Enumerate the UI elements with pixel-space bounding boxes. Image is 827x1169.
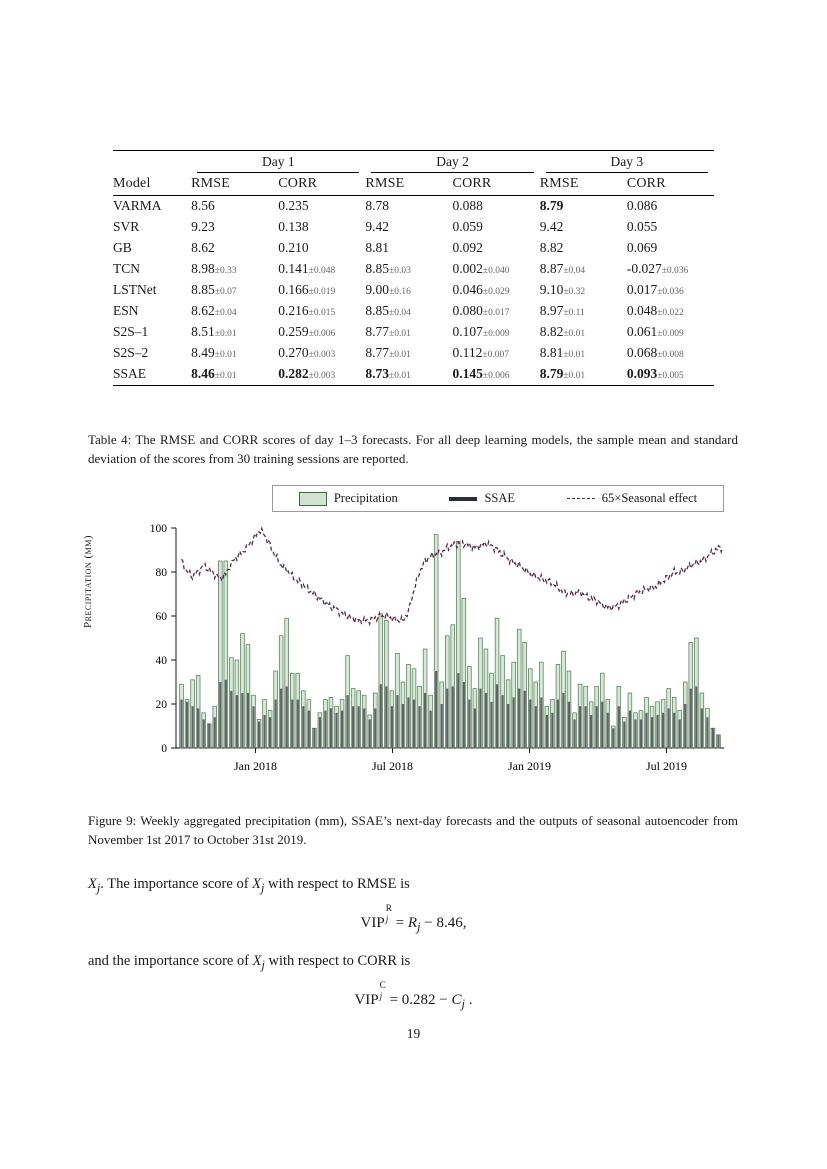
table-cell-c-corr2: 0.107±0.009 (452, 324, 510, 339)
table-cell-model: ESN (113, 303, 139, 318)
table-cell-c-rmse3: 9.42 (539, 219, 564, 234)
column-header-rmse-day2: RMSE (365, 174, 452, 196)
table-row (113, 238, 714, 259)
table-cell-c-rmse2: 9.42 (365, 219, 390, 234)
column-header-rmse-day1: RMSE (191, 174, 278, 196)
line-swatch-icon (449, 497, 477, 501)
seasonal-effect-line (182, 528, 723, 624)
equation-vip-rmse (0, 904, 827, 935)
group-header-blank (113, 151, 191, 174)
table-caption: Table 4: The RMSE and CORR scores of day 1–3 forecasts. For all deep learning models, the sample mean and standard deviation of the scores from 30 training sessions are reported. (88, 432, 738, 466)
page-number: 19 (406, 1026, 421, 1041)
table-row (113, 259, 714, 280)
table-cell-c-corr3: 0.086 (627, 195, 714, 217)
table-cell-model: S2S–2 (113, 345, 149, 360)
legend-item-precipitation (295, 491, 402, 506)
table-cell-c-rmse2: 8.78 (365, 195, 452, 217)
figure-caption: Figure 9: Weekly aggregated precipitation (mm), SSAE’s next-day forecasts and the outputs of seasonal autoencoder from November 1st 2017 to October 31st 2019. (88, 813, 738, 847)
precipitation-chart (88, 520, 738, 790)
table-row (113, 301, 714, 322)
table-cell-model: GB (113, 240, 132, 255)
table-cell-c-corr3: 0.048±0.022 (626, 303, 684, 318)
table-cell-c-corr3: 0.093±0.005 (627, 364, 714, 386)
chart-plot-area (82, 520, 738, 790)
bar-swatch-icon (299, 492, 327, 506)
table-cell-c-corr3: -0.027±0.036 (626, 261, 689, 276)
table-cell-c-rmse2: 8.77±0.01 (365, 345, 411, 360)
group-header-day3: Day 3 (540, 151, 714, 174)
svg-text:60: 60 (155, 611, 167, 623)
table-cell-c-corr2: 0.112±0.007 (452, 345, 510, 360)
table-cell-model: S2S–1 (113, 324, 149, 339)
table-cell-c-rmse3: 8.87±0.04 (539, 261, 586, 276)
table-group-header-row (113, 151, 714, 174)
table-row (113, 217, 714, 238)
table-cell-c-corr2: 0.145±0.006 (453, 364, 540, 386)
column-header-corr-day2: CORR (453, 174, 540, 196)
svg-text:20: 20 (155, 699, 167, 711)
svg-text:100: 100 (149, 523, 167, 535)
table-cell-c-rmse2: 9.00±0.16 (365, 282, 411, 297)
dashed-line-swatch-icon (567, 498, 595, 499)
table-cell-c-rmse2: 8.85±0.04 (365, 303, 411, 318)
table-cell-c-rmse3: 8.79 (540, 195, 627, 217)
chart-legend (272, 485, 724, 512)
table-cell-c-corr3: 0.061±0.009 (626, 324, 684, 339)
table-cell-c-rmse1: 8.49±0.01 (191, 345, 237, 360)
table-cell-c-corr2: 0.059 (452, 219, 483, 234)
table-cell-c-rmse3: 8.79±0.01 (540, 364, 627, 386)
table-cell-c-rmse2: 8.85±0.03 (365, 261, 411, 276)
table-cell-model: SSAE (113, 364, 191, 386)
table-cell-c-rmse2: 8.73±0.01 (365, 364, 452, 386)
group-header-day1: Day 1 (191, 151, 365, 174)
table-cell-c-corr1: 0.166±0.019 (278, 282, 336, 297)
y-axis-ticks (150, 523, 176, 755)
column-header-corr-day1: CORR (278, 174, 365, 196)
table-cell-model: SVR (113, 219, 140, 234)
results-table (113, 150, 714, 386)
paragraph-importance-rmse: $X_j$. The importance score of $X_j$ with respect to RMSE is (88, 876, 410, 895)
table-cell-c-rmse3: 8.82±0.01 (539, 324, 586, 339)
table-cell-c-corr1: 0.282±0.003 (278, 364, 365, 386)
table-cell-c-corr1: 0.216±0.015 (278, 303, 336, 318)
table-cell-model: TCN (113, 261, 140, 276)
table-column-header-row (113, 174, 714, 196)
equation-vip-corr (0, 981, 827, 1012)
table-cell-c-corr1: 0.138 (278, 219, 309, 234)
table-cell-model: VARMA (113, 195, 191, 217)
table-cell-c-corr2: 0.080±0.017 (452, 303, 510, 318)
group-header-day2: Day 2 (365, 151, 539, 174)
svg-text:Jul 2018: Jul 2018 (371, 759, 413, 773)
legend-item-seasonal (563, 491, 701, 506)
y-axis-label: Precipitation (mm) (82, 535, 94, 628)
math-var-xj: $X_j$ (88, 876, 101, 895)
table-cell-c-rmse2: 8.77±0.01 (365, 324, 411, 339)
table-cell-c-rmse3: 9.10±0.32 (539, 282, 586, 297)
table-cell-c-rmse2: 8.81 (365, 240, 390, 255)
table-cell-c-corr3: 0.069 (626, 240, 658, 255)
table-cell-c-corr1: 0.270±0.003 (278, 345, 336, 360)
math-var-xj-2: $X_j$ (252, 876, 265, 895)
legend-label-precipitation: Precipitation (333, 491, 398, 505)
table-cell-c-corr1: 0.259±0.006 (278, 324, 336, 339)
table-cell-c-corr3: 0.055 (626, 219, 658, 234)
table-cell-c-corr1: 0.141±0.048 (278, 261, 336, 276)
table-cell-c-corr2: 0.088 (453, 195, 540, 217)
svg-text:Jan 2019: Jan 2019 (507, 759, 551, 773)
table-cell-c-rmse3: 8.82 (539, 240, 564, 255)
svg-text:0: 0 (161, 743, 167, 755)
equation-vip-rmse-content: VIP R j = $R_j - 8.46$, (360, 904, 467, 934)
paragraph-importance-corr: and the importance score of $X_j$ with respect to CORR is (88, 953, 411, 972)
table-cell-c-rmse1: 8.51±0.01 (191, 324, 237, 339)
table-cell-c-corr1: 0.235 (278, 195, 365, 217)
table-cell-c-corr3: 0.068±0.008 (626, 345, 684, 360)
table-row (113, 322, 714, 343)
legend-label-seasonal: 65×Seasonal effect (601, 491, 698, 505)
svg-text:40: 40 (155, 655, 167, 667)
x-axis-ticks (234, 748, 687, 773)
table-cell-c-corr2: 0.002±0.040 (452, 261, 510, 276)
table-cell-c-corr2: 0.092 (452, 240, 483, 255)
table-cell-c-corr2: 0.046±0.029 (452, 282, 510, 297)
equation-vip-corr-content: VIP C j = $0.282 - C_j$ . (354, 981, 473, 1011)
table-row (113, 343, 714, 364)
table-cell-c-rmse1: 8.46±0.01 (191, 364, 278, 386)
results-table-container (113, 150, 714, 386)
table-row (113, 280, 714, 301)
column-header-corr-day3: CORR (627, 174, 714, 196)
table-cell-c-corr3: 0.017±0.036 (626, 282, 684, 297)
table-cell-c-rmse3: 8.81±0.01 (539, 345, 586, 360)
table-cell-c-corr1: 0.210 (278, 240, 309, 255)
ssae-forecast-bars (180, 671, 719, 748)
legend-item-ssae (445, 491, 519, 506)
svg-text:Jul 2019: Jul 2019 (645, 759, 687, 773)
table-cell-model: LSTNet (113, 282, 157, 297)
table-row (113, 364, 714, 386)
table-cell-c-rmse1: 8.62±0.04 (191, 303, 237, 318)
table-cell-c-rmse1: 8.62 (191, 240, 215, 255)
svg-text:Jan 2018: Jan 2018 (233, 759, 277, 773)
table-cell-c-rmse1: 9.23 (191, 219, 215, 234)
table-cell-c-rmse1: 8.85±0.07 (191, 282, 237, 297)
math-var-xj-3: $X_j$ (252, 953, 265, 972)
svg-text:80: 80 (155, 567, 167, 579)
precipitation-bars (180, 535, 721, 748)
table-cell-c-rmse3: 8.97±0.11 (539, 303, 585, 318)
legend-label-ssae: SSAE (484, 491, 516, 505)
figure-9 (82, 485, 738, 790)
column-header-rmse-day3: RMSE (540, 174, 627, 196)
column-header-model: Model (113, 174, 191, 196)
table-cell-c-rmse1: 8.56 (191, 195, 278, 217)
table-cell-c-rmse1: 8.98±0.33 (191, 261, 237, 276)
table-row (113, 195, 714, 217)
results-table-body (113, 151, 714, 386)
